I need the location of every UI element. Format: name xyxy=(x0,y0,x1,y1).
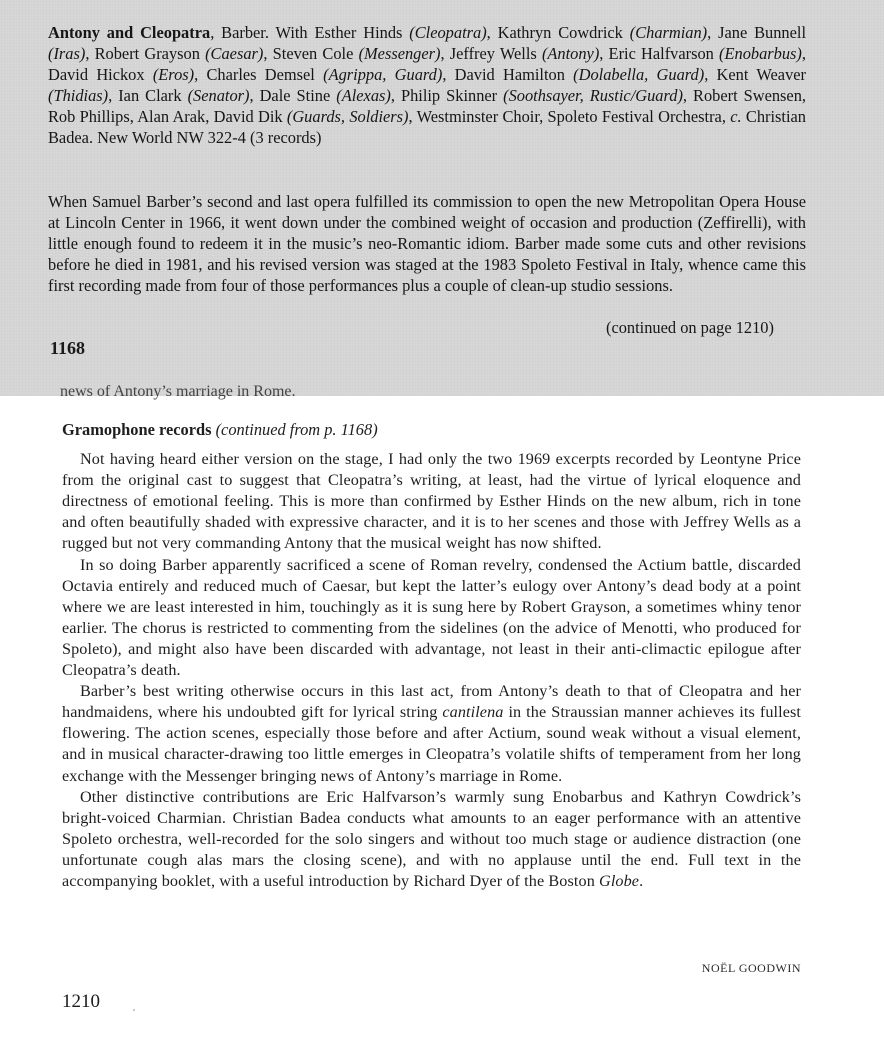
italic-text-run: (Iras) xyxy=(48,44,86,64)
text-run: , Dale Stine xyxy=(249,86,337,106)
review-paragraph-1 xyxy=(62,449,801,554)
italic-text-run: (Senator) xyxy=(187,86,250,106)
text-run: Not having heard either version on the stage, I had only the two 1969 excerpts recorded by Leontyne Price from the original cast to suggest that Cleopatra’s writing, at least, had the virtue of lyrical eloquence and directness of emotional feeling. This is more than confirmed by Esther Hinds on the new album, rich in tone and often beautifully shaded with expressive character, and it is to her scenes and those with Jeffrey Wells as a rugged but not very commanding Antony that the musical weight has now shifted. xyxy=(62,450,801,553)
review-paragraph-3 xyxy=(62,681,801,786)
italic-text-run: (Alexas) xyxy=(336,86,391,106)
text-run: Barber’s best writing otherwise occurs in this last act, from Antony’s death to that of Cleopatra and her handmaidens, where his undoubted gift for lyrical string xyxy=(62,682,801,722)
text-run: , David Hamilton xyxy=(442,65,574,85)
page-number-bottom: 1210 xyxy=(62,991,100,1012)
italic-text-run: (Cleopatra) xyxy=(409,23,487,42)
text-run: . xyxy=(639,871,644,890)
italic-text-run: (Caesar) xyxy=(205,44,264,64)
italic-text-run: cantilena xyxy=(442,703,504,722)
top-clipping-panel xyxy=(0,0,884,396)
intro-paragraph: When Samuel Barber’s second and last opera fulfilled its commission to open the new Metropolitan Opera House at Lincoln Center in 1966, it went down under the combined weight of occasion and production (Zeffirelli), with little enough found to redeem it in the music’s neo-Romantic idiom. Barber made some cuts and other revisions before he died in 1981, and his revised version was staged at the 1983 Spoleto Festival in Italy, whence came this first recording made from four of those performances plus a couple of clean-up studio sessions. xyxy=(48,192,806,296)
text-run: , Steven Cole xyxy=(263,44,359,64)
text-run: , Robert Swensen, Rob Phillips, Alan Arak, David Dik xyxy=(48,86,806,127)
page-number-top: 1168 xyxy=(50,338,86,358)
bold-text-run: Antony and Cleopatra xyxy=(48,23,211,42)
record-credits xyxy=(48,22,806,149)
text-run: Christian Badea. New World NW 322-4 (3 records) xyxy=(48,107,806,148)
text-run: In so doing Barber apparently sacrificed a scene of Roman revelry, condensed the Actium battle, discarded Octavia entirely and reduced much of Caesar, but kept the latter’s eulogy over Antony’s dead body at a point where we are least interested in him, touchingly as it is sung here by Robert Grayson, a sometimes whiny tenor earlier. The chorus is restricted to commenting from the sidelines (on the advice of Menotti, who produced for Spoleto), and might also have been discarded with advantage, not least in their anti-climactic epilogue after Cleopatra’s death. xyxy=(62,555,801,680)
text-run: , Philip Skinner xyxy=(390,86,504,106)
italic-text-run: (Dolabella, Guard) xyxy=(573,65,705,85)
review-paragraph-4 xyxy=(62,787,801,892)
text-run: , Kent Weaver xyxy=(704,65,807,85)
text-run: , Ian Clark xyxy=(108,86,188,106)
clipped-text: news of Antony’s marriage in Rome. xyxy=(60,383,296,400)
italic-text-run: c. xyxy=(730,107,742,127)
continued-note: (continued on page 1210) xyxy=(606,318,774,337)
clipped-text-line xyxy=(60,383,560,400)
scan-speck xyxy=(133,1009,135,1011)
text-run: , Westminster Choir, Spoleto Festival Orchestra, xyxy=(408,107,731,127)
text-run: , David Hickox xyxy=(48,44,806,85)
italic-text-run: (Guards, Soldiers) xyxy=(286,107,409,127)
heading-continued-from: (continued from p. 1168) xyxy=(215,420,378,439)
text-run: , Robert Grayson xyxy=(85,44,206,64)
text-run: Other distinctive contributions are Eric Halfvarson’s warmly sung Enobarbus and Kathryn Cowdrick’s bright-voiced Charmian. Christian Badea conducts what amounts to an eager performance with an attentive Spoleto orchestra, well-recorded for the solo singers and without too much stage or audience distraction (one unfortunate cough alas mars the closing scene), and with no applause until the end. Full text in the accompanying booklet, with a useful introduction by Richard Dyer of the Boston xyxy=(62,787,801,890)
italic-text-run: (Antony) xyxy=(541,44,600,64)
text-run: , Eric Halfvarson xyxy=(599,44,720,64)
italic-text-run: (Thidias) xyxy=(48,86,109,106)
author-signature: NOËL GOODWIN xyxy=(701,961,801,975)
italic-text-run: (Eros) xyxy=(152,65,195,85)
italic-text-run: (Soothsayer, Rustic/Guard) xyxy=(503,86,683,106)
text-run: in the Straussian manner achieves its fullest flowering. The action scenes, especially those before and after Actium, sound weak without a visual element, and in musical character-drawing too little emerges in Cleopatra’s volatile shifts of temperament from her long exchange with the Messenger bringing news of Antony’s marriage in Rome. xyxy=(62,703,801,785)
section-heading xyxy=(62,419,801,440)
italic-text-run: (Charmian) xyxy=(629,23,708,42)
heading-title: Gramophone records xyxy=(62,420,212,439)
review-continuation xyxy=(62,419,801,892)
text-run: , Kathryn Cowdrick xyxy=(486,23,630,42)
text-run: , Barber. With Esther Hinds xyxy=(210,23,410,42)
text-run: , Jeffrey Wells xyxy=(440,44,542,64)
italic-text-run: (Messenger) xyxy=(358,44,441,64)
text-run: , Charles Demsel xyxy=(194,65,324,85)
italic-text-run: (Enobarbus) xyxy=(719,44,802,64)
italic-text-run: Globe xyxy=(599,871,640,890)
text-run: , Jane Bunnell xyxy=(707,23,806,42)
italic-text-run: (Agrippa, Guard) xyxy=(323,65,443,85)
review-paragraph-2 xyxy=(62,555,801,682)
